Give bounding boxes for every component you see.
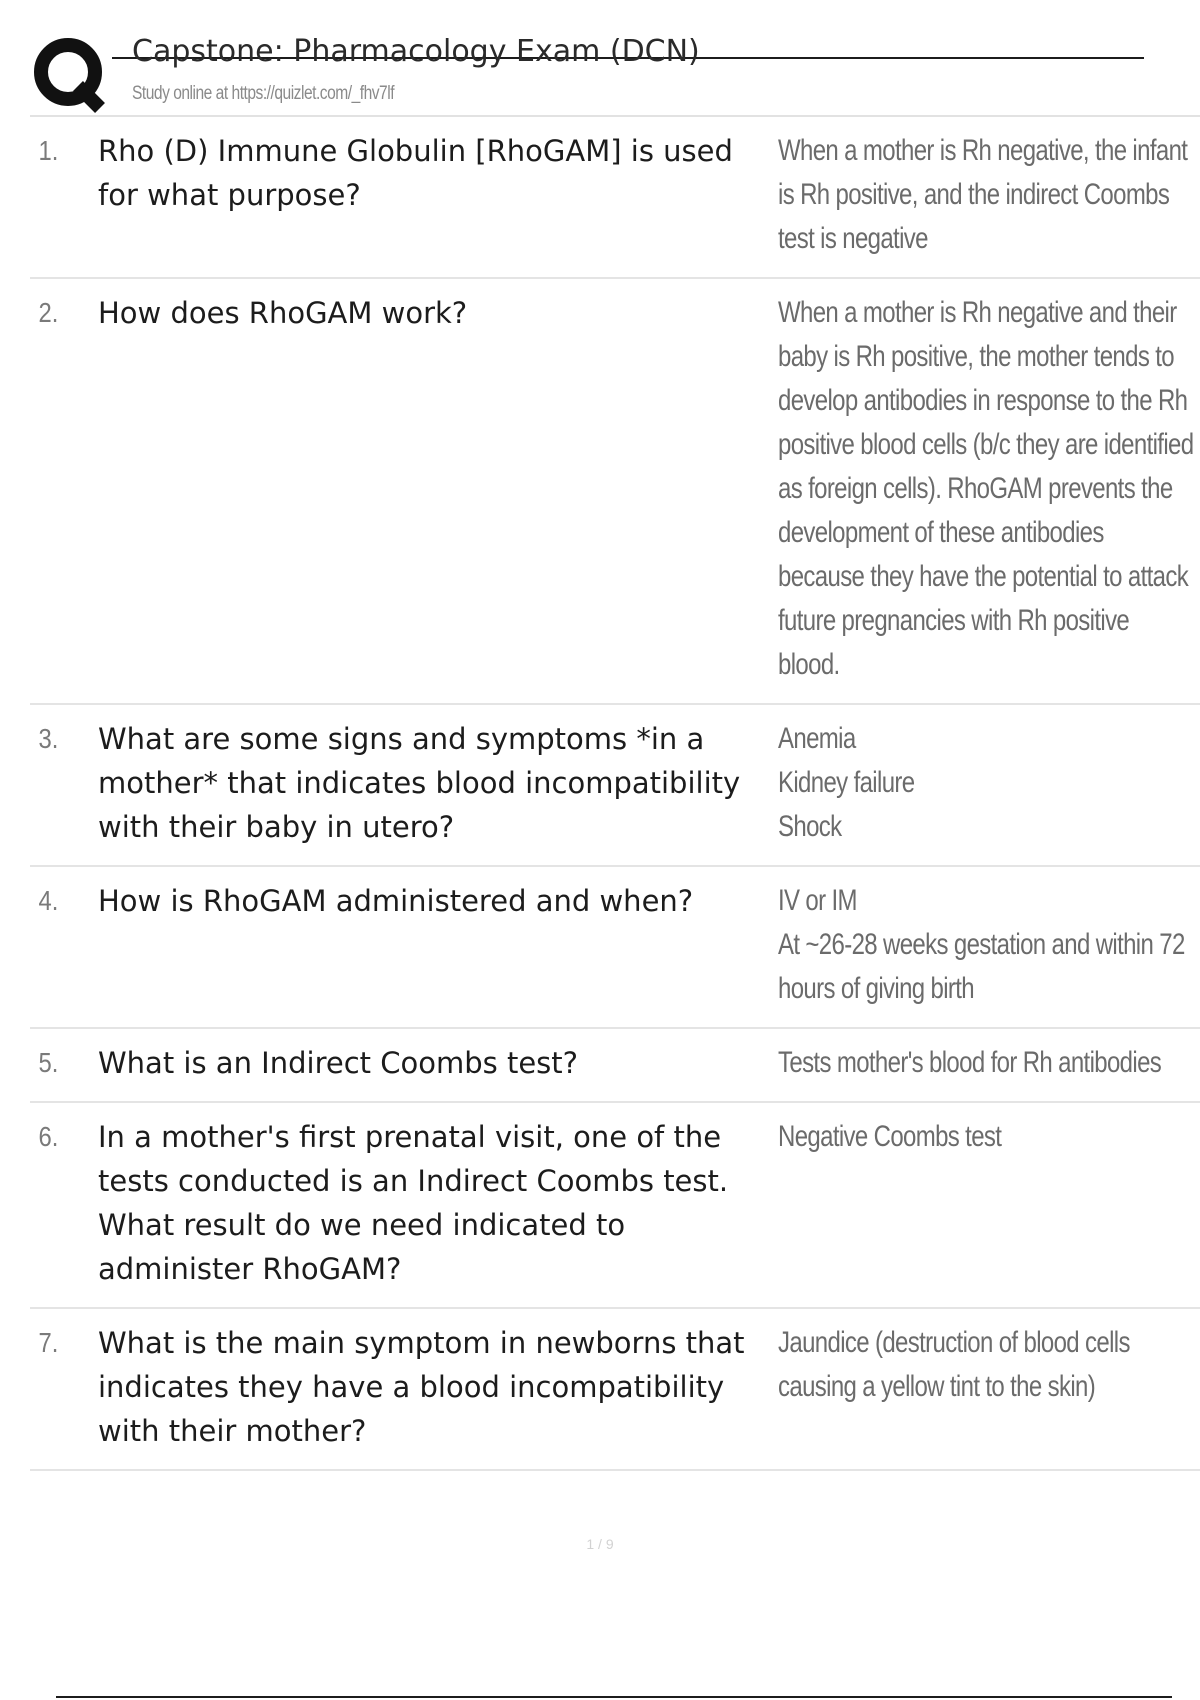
card-number: 1. <box>38 135 59 166</box>
flashcard-list <box>30 117 1200 1471</box>
page-number: 1 / 9 <box>586 1536 614 1552</box>
card-answer-text <box>778 1115 1194 1159</box>
card-answer-line: Negative Coombs test <box>778 1120 1002 1153</box>
page-header <box>0 0 1200 118</box>
card-answer <box>778 291 1200 687</box>
card-question: How is RhoGAM administered and when? <box>98 884 694 918</box>
card-number: 5. <box>38 1047 59 1078</box>
card-answer <box>778 717 1200 849</box>
page-title: Capstone: Pharmacology Exam (DCN) <box>132 34 700 69</box>
card-answer-line: Anemia <box>778 722 856 755</box>
card-number: 6. <box>38 1121 59 1152</box>
card-answer-text <box>778 1041 1194 1085</box>
card-answer-text <box>778 1321 1194 1409</box>
card-answer-text <box>778 717 1194 849</box>
card-answer-line: Jaundice (destruction of blood cells causing a yellow tint to the skin) <box>778 1326 1130 1403</box>
card-answer-line: Kidney failure <box>778 766 915 799</box>
card-number: 7. <box>38 1327 59 1358</box>
card-number: 4. <box>38 885 59 916</box>
card-number: 2. <box>38 297 59 328</box>
flashcard-row <box>30 279 1200 705</box>
footer-rule <box>56 1696 1172 1698</box>
card-answer-line: At ~26-28 weeks gestation and within 72 hours of giving birth <box>778 928 1185 1005</box>
card-answer-text <box>778 879 1194 1011</box>
card-answer-line: When a mother is Rh negative, the infant is Rh positive, and the indirect Coombs test is negative <box>778 134 1188 255</box>
card-answer-line: Tests mother's blood for Rh antibodies <box>778 1046 1162 1079</box>
card-answer <box>778 1041 1200 1085</box>
flashcard-row <box>30 117 1200 279</box>
card-answer-line: When a mother is Rh negative and their baby is Rh positive, the mother tends to develop antibodies in response to the Rh positive blood cells (b/c they are identified as foreign cells). RhoGAM prevents the development of these antibodies because they have the potential to attack future pregnancies with Rh positive blood. <box>778 296 1194 681</box>
card-answer-text <box>778 129 1194 261</box>
card-number: 3. <box>38 723 59 754</box>
quizlet-q-icon <box>30 34 110 114</box>
card-question: What is an Indirect Coombs test? <box>98 1046 579 1080</box>
card-question: How does RhoGAM work? <box>98 296 468 330</box>
card-question: In a mother's first prenatal visit, one of the tests conducted is an Indirect Coombs test. What result do we need indicated to administer RhoGAM? <box>98 1120 729 1286</box>
flashcard-row <box>30 705 1200 867</box>
flashcard-row <box>30 1029 1200 1103</box>
card-answer <box>778 879 1200 1011</box>
flashcard-row <box>30 1309 1200 1471</box>
study-online-link[interactable]: Study online at https://quizlet.com/_fhv7lf <box>132 83 395 104</box>
flashcard-row <box>30 867 1200 1029</box>
card-question: Rho (D) Immune Globulin [RhoGAM] is used for what purpose? <box>98 134 733 212</box>
card-answer <box>778 129 1200 261</box>
flashcard-row <box>30 1103 1200 1309</box>
card-answer <box>778 1321 1200 1453</box>
card-question: What is the main symptom in newborns that indicates they have a blood incompatibility with their mother? <box>98 1326 745 1448</box>
card-answer-line: Shock <box>778 810 842 843</box>
card-answer-text <box>778 291 1194 687</box>
card-answer-line: IV or IM <box>778 884 857 917</box>
card-answer <box>778 1115 1200 1291</box>
card-question: What are some signs and symptoms *in a mother* that indicates blood incompatibility with their baby in utero? <box>98 722 741 844</box>
